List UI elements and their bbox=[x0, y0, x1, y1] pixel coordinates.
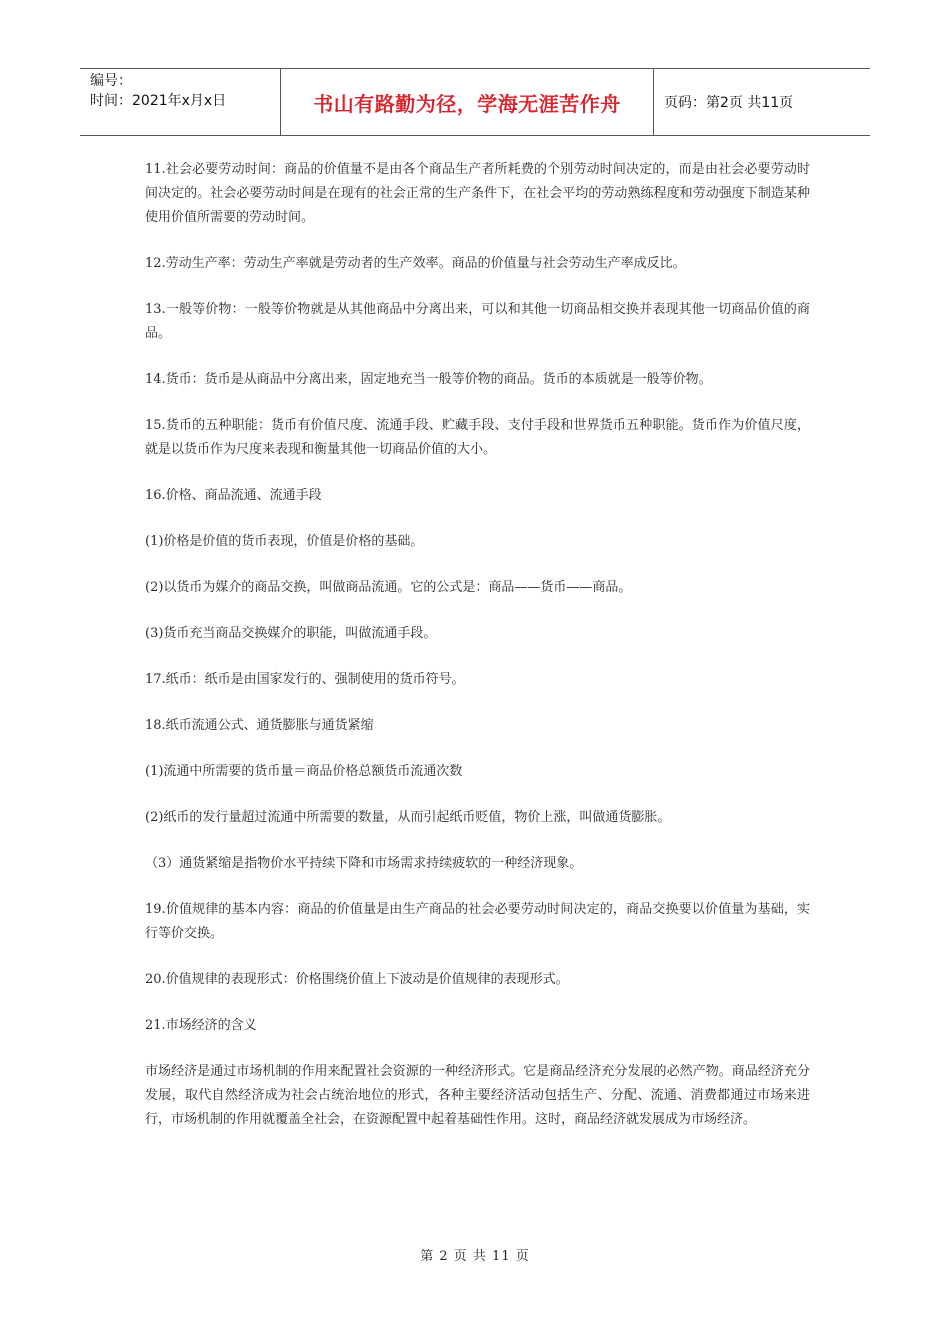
paragraph-20: 20.价值规律的表现形式：价格围绕价值上下波动是价值规律的表现形式。 bbox=[145, 972, 569, 987]
paragraph-16-item-1: (1)价格是价值的货币表现，价值是价格的基础。 bbox=[145, 534, 424, 549]
paragraph-21-body: 市场经济是通过市场机制的作用来配置社会资源的一种经济形式。它是商品经济充分发展的必然产物。商品经济充分发展，取代自然经济成为社会占统治地位的形式，各种主要经济活动包括生产、分配、流通、消费都通过市场来进行，市场机制的作用就覆盖全社会，在资源配置中起着基础性作用。这时，商品经济就发展成为市场经济。 bbox=[145, 1064, 810, 1127]
paragraph-14: 14.货币：货币是从商品中分离出来，固定地充当一般等价物的商品。货币的本质就是一般等价物。 bbox=[145, 372, 712, 387]
header-meta-cell bbox=[80, 69, 281, 135]
document-header bbox=[80, 68, 870, 136]
paragraph-16-item-3: (3)货币充当商品交换媒介的职能，叫做流通手段。 bbox=[145, 626, 437, 641]
paragraph-13: 13.一般等价物：一般等价物就是从其他商品中分离出来，可以和其他一切商品相交换并表现其他一切商品价值的商品。 bbox=[145, 302, 810, 341]
paragraph-18-item-3: （3）通货紧缩是指物价水平持续下降和市场需求持续疲软的一种经济现象。 bbox=[145, 856, 583, 871]
page-info: 页码：第2页 共11页 bbox=[664, 95, 794, 111]
document-body bbox=[145, 158, 810, 1154]
time-label: 时间：2021年x月x日 bbox=[90, 93, 227, 109]
number-label: 编号： bbox=[90, 73, 132, 89]
paragraph-16-heading: 16.价格、商品流通、流通手段 bbox=[145, 488, 322, 503]
motto-text: 书山有路勤为径，学海无涯苦作舟 bbox=[313, 91, 621, 116]
paragraph-16-item-2: (2)以货币为媒介的商品交换，叫做商品流通。它的公式是：商品——货币——商品。 bbox=[145, 580, 632, 595]
paragraph-21-heading: 21.市场经济的含义 bbox=[145, 1018, 257, 1033]
header-page-cell bbox=[654, 69, 870, 135]
paragraph-19: 19.价值规律的基本内容：商品的价值量是由生产商品的社会必要劳动时间决定的，商品交换要以价值量为基础，实行等价交换。 bbox=[145, 902, 810, 941]
paragraph-18-heading: 18.纸币流通公式、通货膨胀与通货紧缩 bbox=[145, 718, 374, 733]
paragraph-18-item-2: (2)纸币的发行量超过流通中所需要的数量，从而引起纸币贬值，物价上涨，叫做通货膨胀。 bbox=[145, 810, 671, 825]
paragraph-17: 17.纸币：纸币是由国家发行的、强制使用的货币符号。 bbox=[145, 672, 465, 687]
header-motto-cell bbox=[281, 69, 654, 135]
footer-page-number: 第 2 页 共 11 页 bbox=[420, 1249, 530, 1264]
paragraph-12: 12.劳动生产率：劳动生产率就是劳动者的生产效率。商品的价值量与社会劳动生产率成反比。 bbox=[145, 256, 686, 271]
paragraph-11: 11.社会必要劳动时间：商品的价值量不是由各个商品生产者所耗费的个别劳动时间决定的，而是由社会必要劳动时间决定的。社会必要劳动时间是在现有的社会正常的生产条件下，在社会平均的劳动熟练程度和劳动强度下制造某种使用价值所需要的劳动时间。 bbox=[145, 162, 810, 225]
page-footer bbox=[0, 1245, 950, 1264]
paragraph-15: 15.货币的五种职能：货币有价值尺度、流通手段、贮藏手段、支付手段和世界货币五种职能。货币作为价值尺度，就是以货币作为尺度来表现和衡量其他一切商品价值的大小。 bbox=[145, 418, 810, 457]
paragraph-18-item-1: (1)流通中所需要的货币量＝商品价格总额货币流通次数 bbox=[145, 764, 463, 779]
